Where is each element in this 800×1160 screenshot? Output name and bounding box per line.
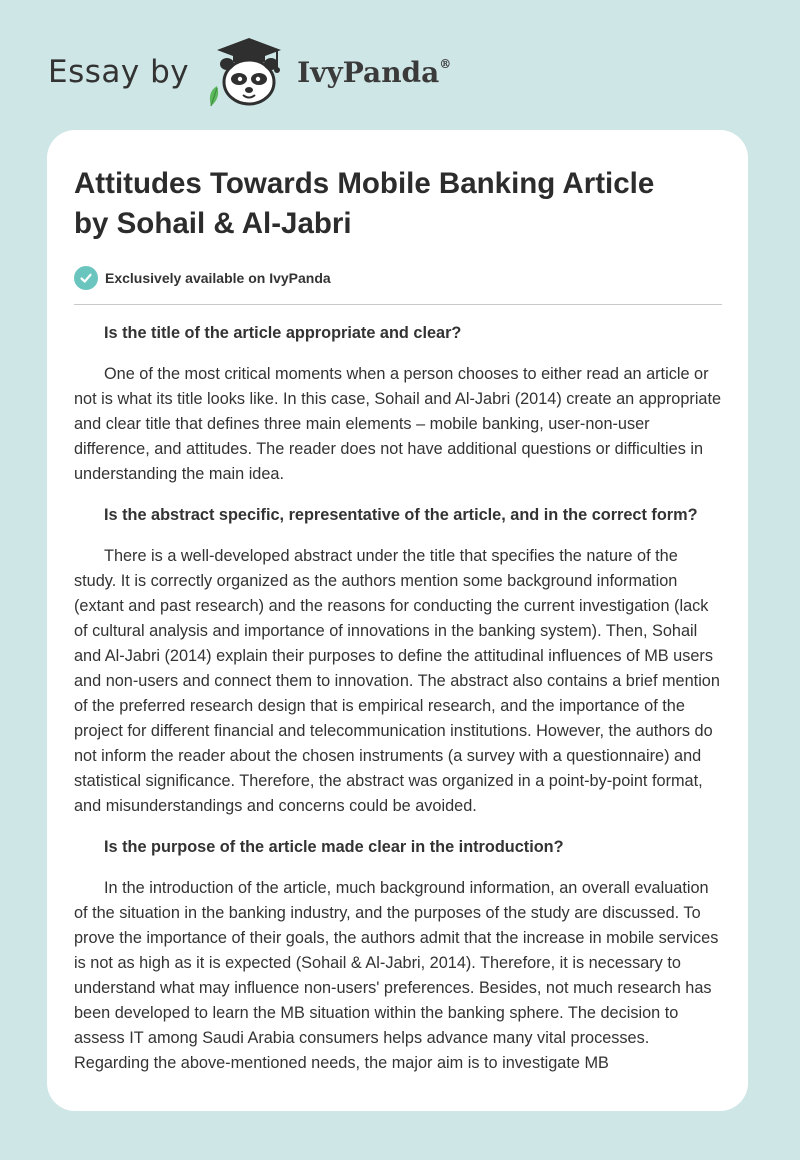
section-question: Is the abstract specific, representative of the article, and in the correct form?	[104, 506, 698, 524]
brand-name: IvyPanda®	[297, 55, 452, 89]
article-card	[47, 130, 748, 1111]
section-paragraph: One of the most critical moments when a person chooses to either read an article or not is what its title looks like. In this case, Sohail and Al-Jabri (2014) create an appropriate and clear title that defines three main elements – mobile banking, user-non-user difference, and attitudes. The reader does not have additional questions or difficulties in understanding the main idea.	[74, 365, 722, 483]
brand-prefix: Essay by	[48, 54, 190, 90]
exclusive-badge-text: Exclusively available on IvyPanda	[105, 270, 331, 286]
article-body	[74, 321, 722, 1076]
checkmark-icon	[74, 266, 98, 290]
article-title: Attitudes Towards Mobile Banking Article by Sohail & Al-Jabri	[74, 167, 655, 240]
section-paragraph: There is a well-developed abstract under the title that specifies the nature of the study. It is correctly organized as the authors mention some background information (extant and past research) and the reasons for conducting the current investigation (lack of cultural analysis and importance of innovations in the banking system). Then, Sohail and Al-Jabri (2014) explain their purposes to define the attitudinal influences of MB users and non-users and connect them to innovation. The abstract also contains a brief mention of the preferred research design that is empirical research, and the importance of the project for different financial and telecommunication institutions. However, the authors do not inform the reader about the chosen instruments (a survey with a questionnaire) and statistical significance. Therefore, the abstract was organized in a point-by-point format, and misunderstandings and concerns could be avoided.	[74, 547, 720, 815]
site-logo[interactable]	[48, 34, 451, 110]
panda-logo-icon	[203, 34, 289, 110]
section-paragraph: In the introduction of the article, much background information, an overall evaluation of the situation in the banking industry, and the purposes of the study are discussed. To prove the importance of their goals, the authors admit that the increase in mobile services is not as high as it is expected (Sohail & Al-Jabri, 2014). Therefore, it is necessary to understand what may influence non-users' preferences. Besides, not much research has been developed to learn the MB situation within the banking sphere. The decision to assess IT among Saudi Arabia consumers helps advance many vital processes. Regarding the above-mentioned needs, the major aim is to investigate MB	[74, 879, 719, 1072]
section-question: Is the purpose of the article made clear in the introduction?	[104, 838, 564, 856]
exclusive-badge	[74, 266, 722, 305]
section-question: Is the title of the article appropriate and clear?	[104, 324, 462, 342]
